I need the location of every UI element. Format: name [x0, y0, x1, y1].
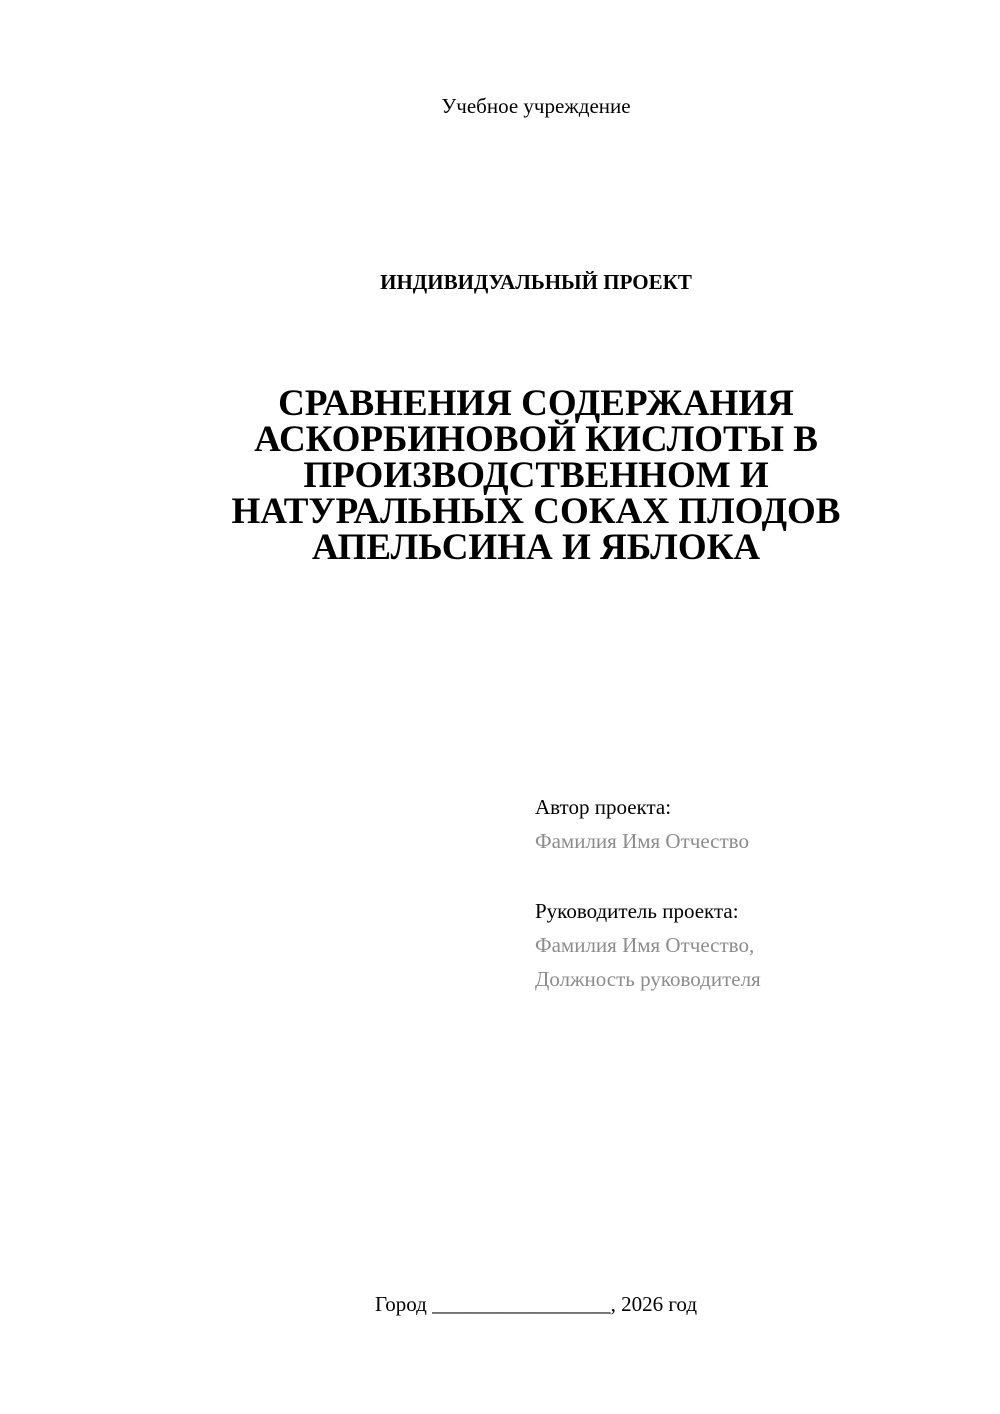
city-year-footer: Город _________________, 2026 год — [374, 1292, 698, 1316]
supervisor-label: Руководитель проекта: — [535, 899, 739, 923]
supervisor-name: Фамилия Имя Отчество, — [535, 933, 755, 957]
project-title — [0, 383, 1000, 568]
author-name: Фамилия Имя Отчество — [535, 829, 749, 853]
title-line: СРАВНЕНИЯ СОДЕРЖАНИЯ — [278, 383, 794, 424]
document-type: ИНДИВИДУАЛЬНЫЙ ПРОЕКТ — [380, 270, 692, 294]
title-line: АПЕЛЬСИНА И ЯБЛОКА — [311, 527, 761, 568]
title-line: АСКОРБИНОВОЙ КИСЛОТЫ В — [254, 419, 818, 460]
author-label: Автор проекта: — [535, 795, 672, 819]
institution-name: Учебное учреждение — [441, 94, 631, 118]
spacer — [535, 858, 761, 894]
title-line: НАТУРАЛЬНЫХ СОКАХ ПЛОДОВ — [231, 491, 841, 532]
title-line: ПРОИЗВОДСТВЕННОМ И — [303, 455, 769, 496]
project-info — [535, 790, 761, 996]
supervisor-position: Должность руководителя — [535, 967, 761, 991]
